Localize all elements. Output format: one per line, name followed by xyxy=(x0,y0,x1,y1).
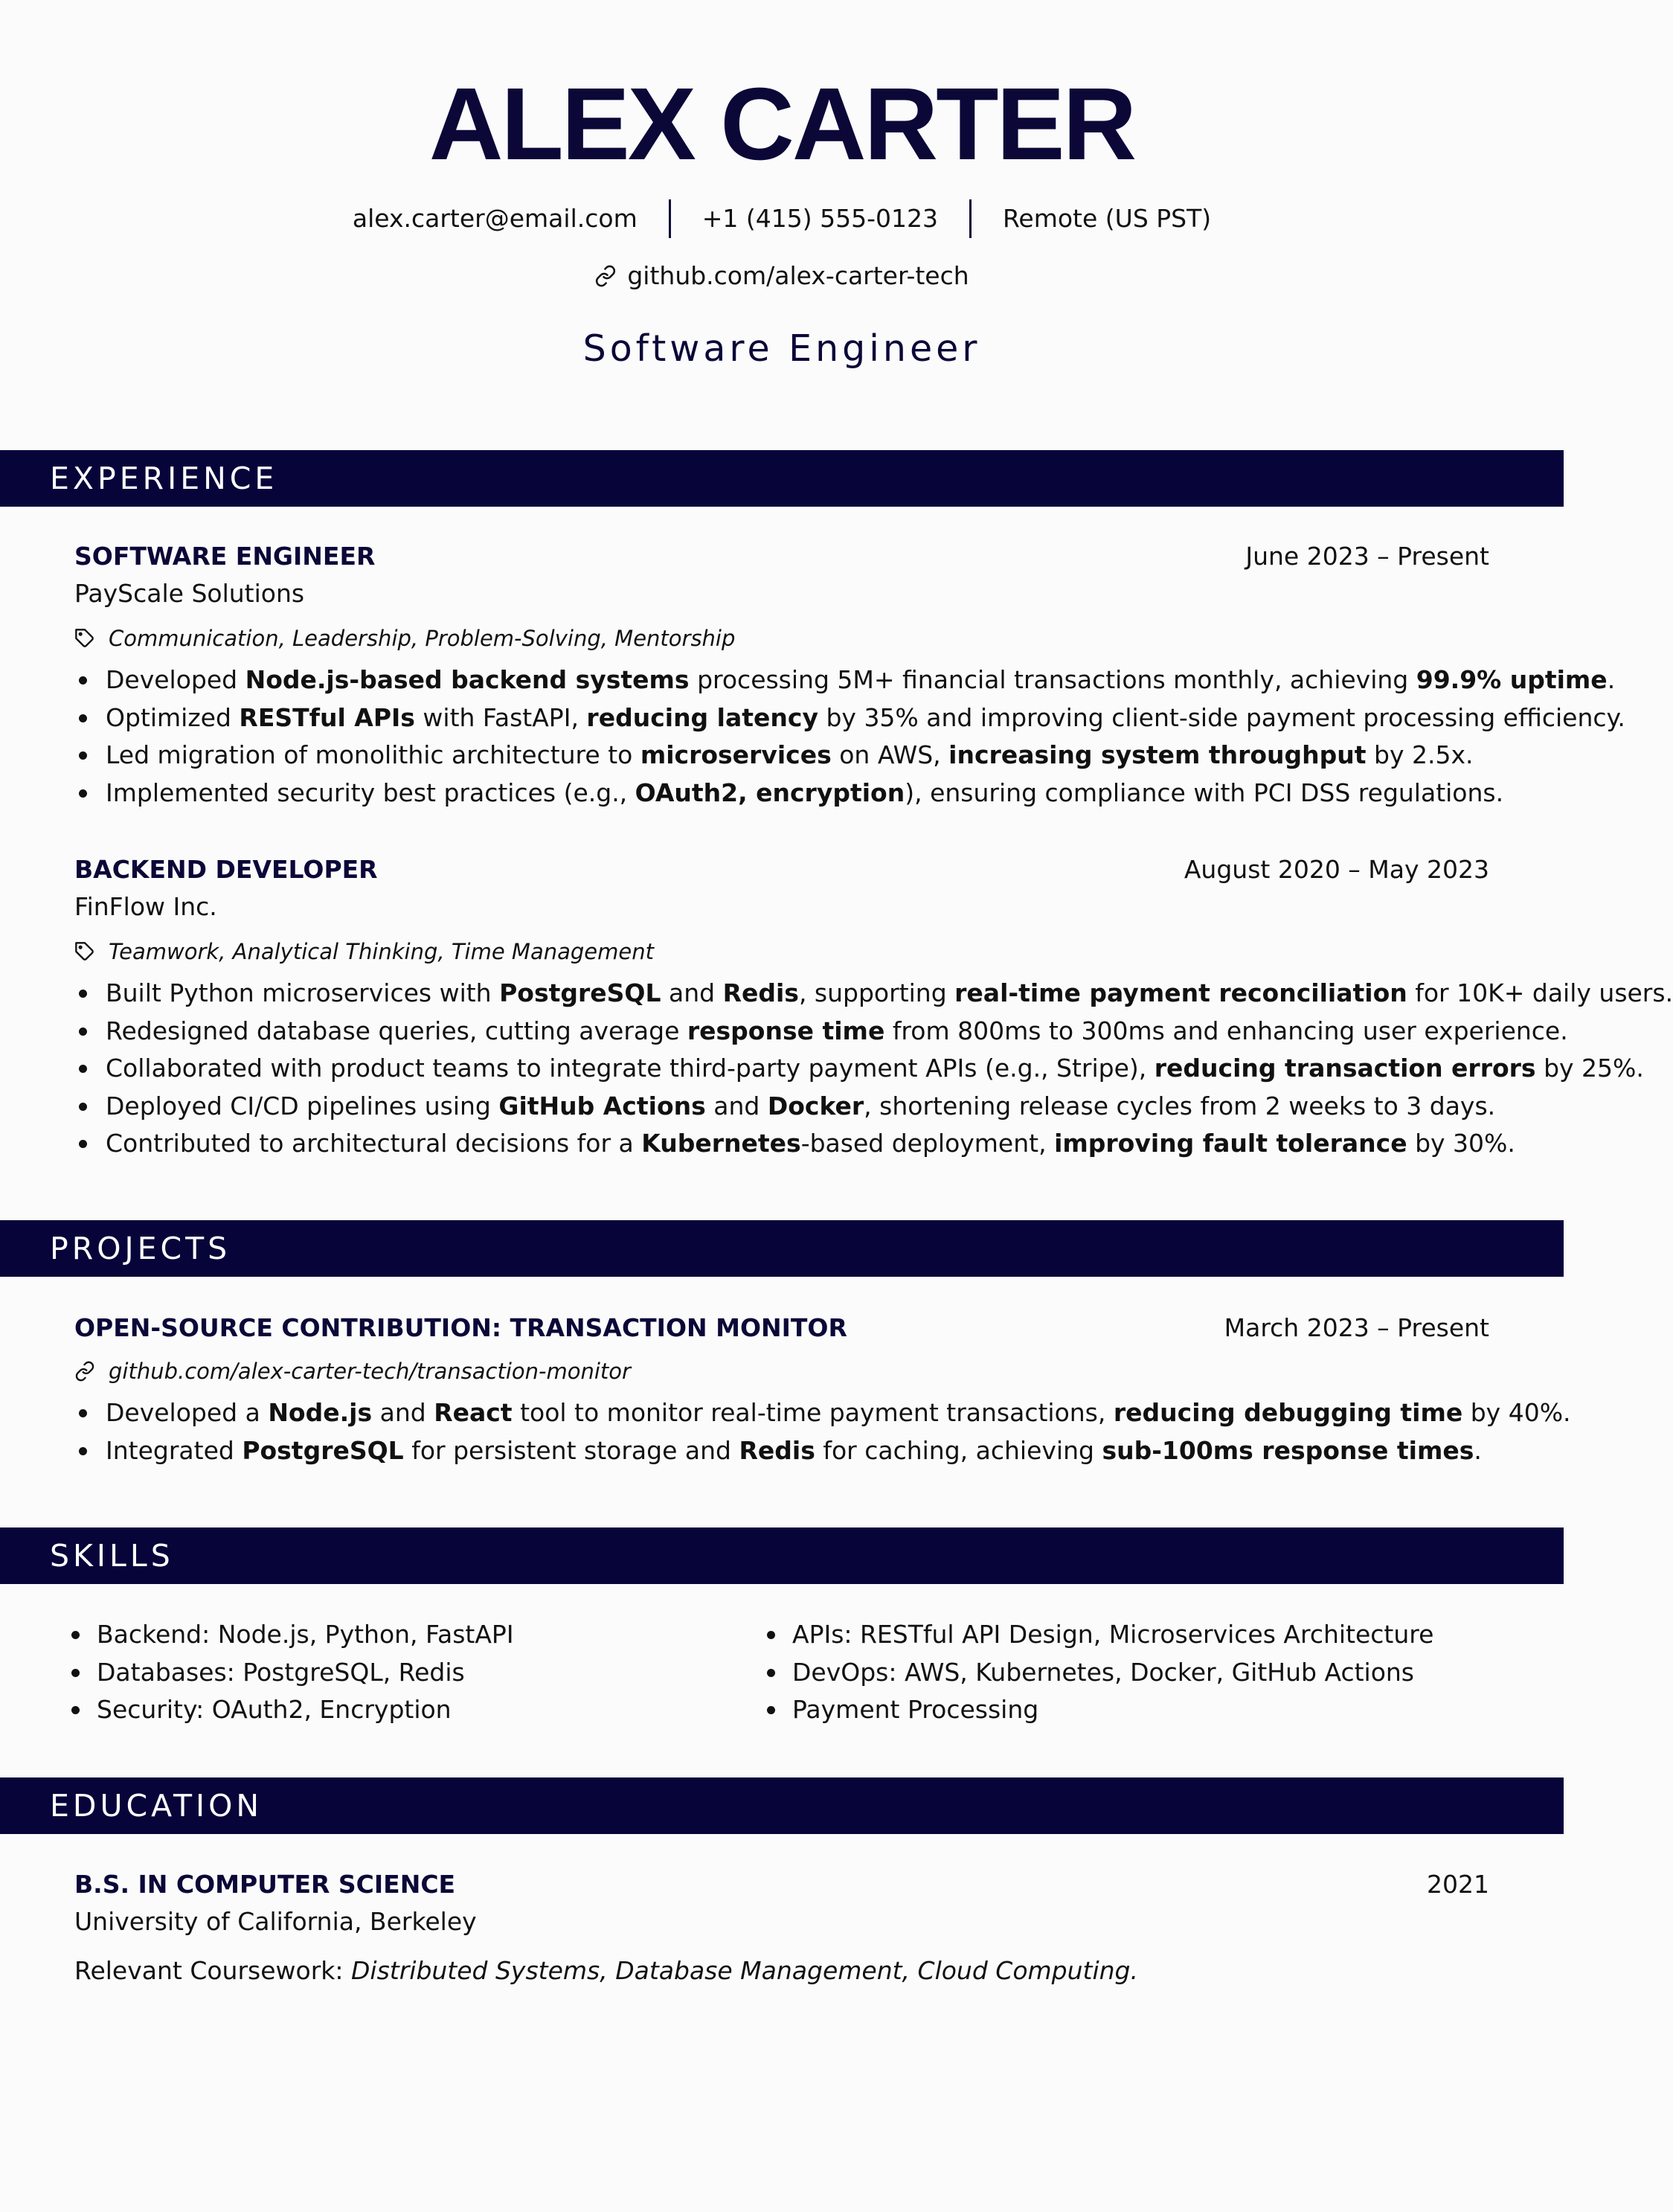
contact-divider xyxy=(669,199,671,238)
coursework-label: Relevant Coursework: xyxy=(74,1956,351,1985)
bullet-item: Implemented security best practices (e.g., OAuth2, encryption), ensuring compliance with PCI DSS regulations. xyxy=(74,775,1489,812)
company-name: PayScale Solutions xyxy=(74,579,305,608)
tags-text: Communication, Leadership, Problem-Solving, Mentorship xyxy=(109,626,736,651)
bullet-item: Developed a Node.js and React tool to monitor real-time payment transactions, reducing debugging time by 40%. xyxy=(74,1394,1489,1432)
job-date: August 2020 – May 2023 xyxy=(1184,855,1489,884)
section-title: PROJECTS xyxy=(50,1231,231,1266)
school-name: University of California, Berkeley xyxy=(74,1907,477,1936)
skill-tags xyxy=(74,623,1489,654)
section-title: EXPERIENCE xyxy=(50,461,278,496)
email-link[interactable]: alex.carter@email.com xyxy=(352,204,638,233)
project-entry xyxy=(74,1309,1571,1469)
skill-item: Payment Processing xyxy=(767,1691,1433,1729)
achievement-list xyxy=(74,975,1673,1163)
tag-icon xyxy=(74,628,95,649)
bullet-item: Integrated PostgreSQL for persistent storage and Redis for caching, achieving sub-100ms response times. xyxy=(74,1432,1489,1470)
section-bar-skills xyxy=(0,1527,1564,1584)
job-date: June 2023 – Present xyxy=(1245,542,1489,571)
link-icon xyxy=(74,1361,95,1382)
section-bar-education xyxy=(0,1777,1564,1834)
skills-column-left xyxy=(71,1616,514,1729)
contact-row xyxy=(0,199,1564,238)
coursework-list: Distributed Systems, Database Management, Cloud Computing. xyxy=(351,1956,1138,1985)
project-title: OPEN-SOURCE CONTRIBUTION: TRANSACTION MONITOR xyxy=(74,1313,847,1342)
section-title: EDUCATION xyxy=(50,1788,263,1824)
job-title: BACKEND DEVELOPER xyxy=(74,855,378,884)
skill-item: Databases: PostgreSQL, Redis xyxy=(71,1654,514,1692)
phone-number: +1 (415) 555-0123 xyxy=(701,204,938,233)
skill-tags xyxy=(74,936,1489,967)
section-bar-experience xyxy=(0,450,1564,507)
bullet-item: Contributed to architectural decisions for a Kubernetes-based deployment, improving fault tolerance by 30%. xyxy=(74,1125,1489,1163)
github-row xyxy=(0,257,1564,295)
bullet-item: Collaborated with product teams to integrate third-party payment APIs (e.g., Stripe), reducing transaction errors by 25%. xyxy=(74,1050,1489,1088)
project-link[interactable]: github.com/alex-carter-tech/transaction-monitor xyxy=(109,1359,631,1384)
project-date: March 2023 – Present xyxy=(1224,1313,1489,1342)
skills-list xyxy=(71,1616,514,1729)
skill-item: Security: OAuth2, Encryption xyxy=(71,1691,514,1729)
bullet-item: Optimized RESTful APIs with FastAPI, reducing latency by 35% and improving client-side payment processing efficiency. xyxy=(74,699,1489,737)
tag-icon xyxy=(74,941,95,962)
section-title: SKILLS xyxy=(50,1538,174,1574)
coursework-line xyxy=(74,1952,1489,1990)
contact-divider xyxy=(969,199,972,238)
degree-title: B.S. IN COMPUTER SCIENCE xyxy=(74,1870,456,1899)
education-entry xyxy=(74,1866,1489,1990)
github-link[interactable]: github.com/alex-carter-tech xyxy=(627,261,969,290)
graduation-year: 2021 xyxy=(1427,1870,1489,1899)
skills-column-right xyxy=(767,1616,1433,1729)
bullet-item: Developed Node.js-based backend systems processing 5M+ financial transactions monthly, achieving 99.9% uptime. xyxy=(74,661,1489,699)
job-title: SOFTWARE ENGINEER xyxy=(74,542,376,571)
skills-list xyxy=(767,1616,1433,1729)
section-bar-projects xyxy=(0,1220,1564,1277)
link-icon xyxy=(594,265,617,287)
candidate-name: ALEX CARTER xyxy=(428,67,1135,182)
skill-item: DevOps: AWS, Kubernetes, Docker, GitHub Actions xyxy=(767,1654,1433,1692)
skill-item: APIs: RESTful API Design, Microservices Architecture xyxy=(767,1616,1433,1654)
achievement-list xyxy=(74,1394,1571,1469)
experience-entry xyxy=(74,538,1625,812)
skill-item: Backend: Node.js, Python, FastAPI xyxy=(71,1616,514,1654)
project-link-row xyxy=(74,1356,1489,1387)
company-name: FinFlow Inc. xyxy=(74,892,217,921)
bullet-item: Led migration of monolithic architecture to microservices on AWS, increasing system throughput by 2.5x. xyxy=(74,737,1489,775)
job-role: Software Engineer xyxy=(582,327,981,370)
experience-entry xyxy=(74,851,1673,1163)
bullet-item: Built Python microservices with PostgreSQL and Redis, supporting real-time payment reconciliation for 10K+ daily users. xyxy=(74,975,1489,1013)
location: Remote (US PST) xyxy=(1002,204,1212,233)
achievement-list xyxy=(74,661,1625,812)
tags-text: Teamwork, Analytical Thinking, Time Management xyxy=(109,939,654,964)
bullet-item: Deployed CI/CD pipelines using GitHub Actions and Docker, shortening release cycles from 2 weeks to 3 days. xyxy=(74,1088,1489,1126)
bullet-item: Redesigned database queries, cutting average response time from 800ms to 300ms and enhancing user experience. xyxy=(74,1013,1489,1051)
